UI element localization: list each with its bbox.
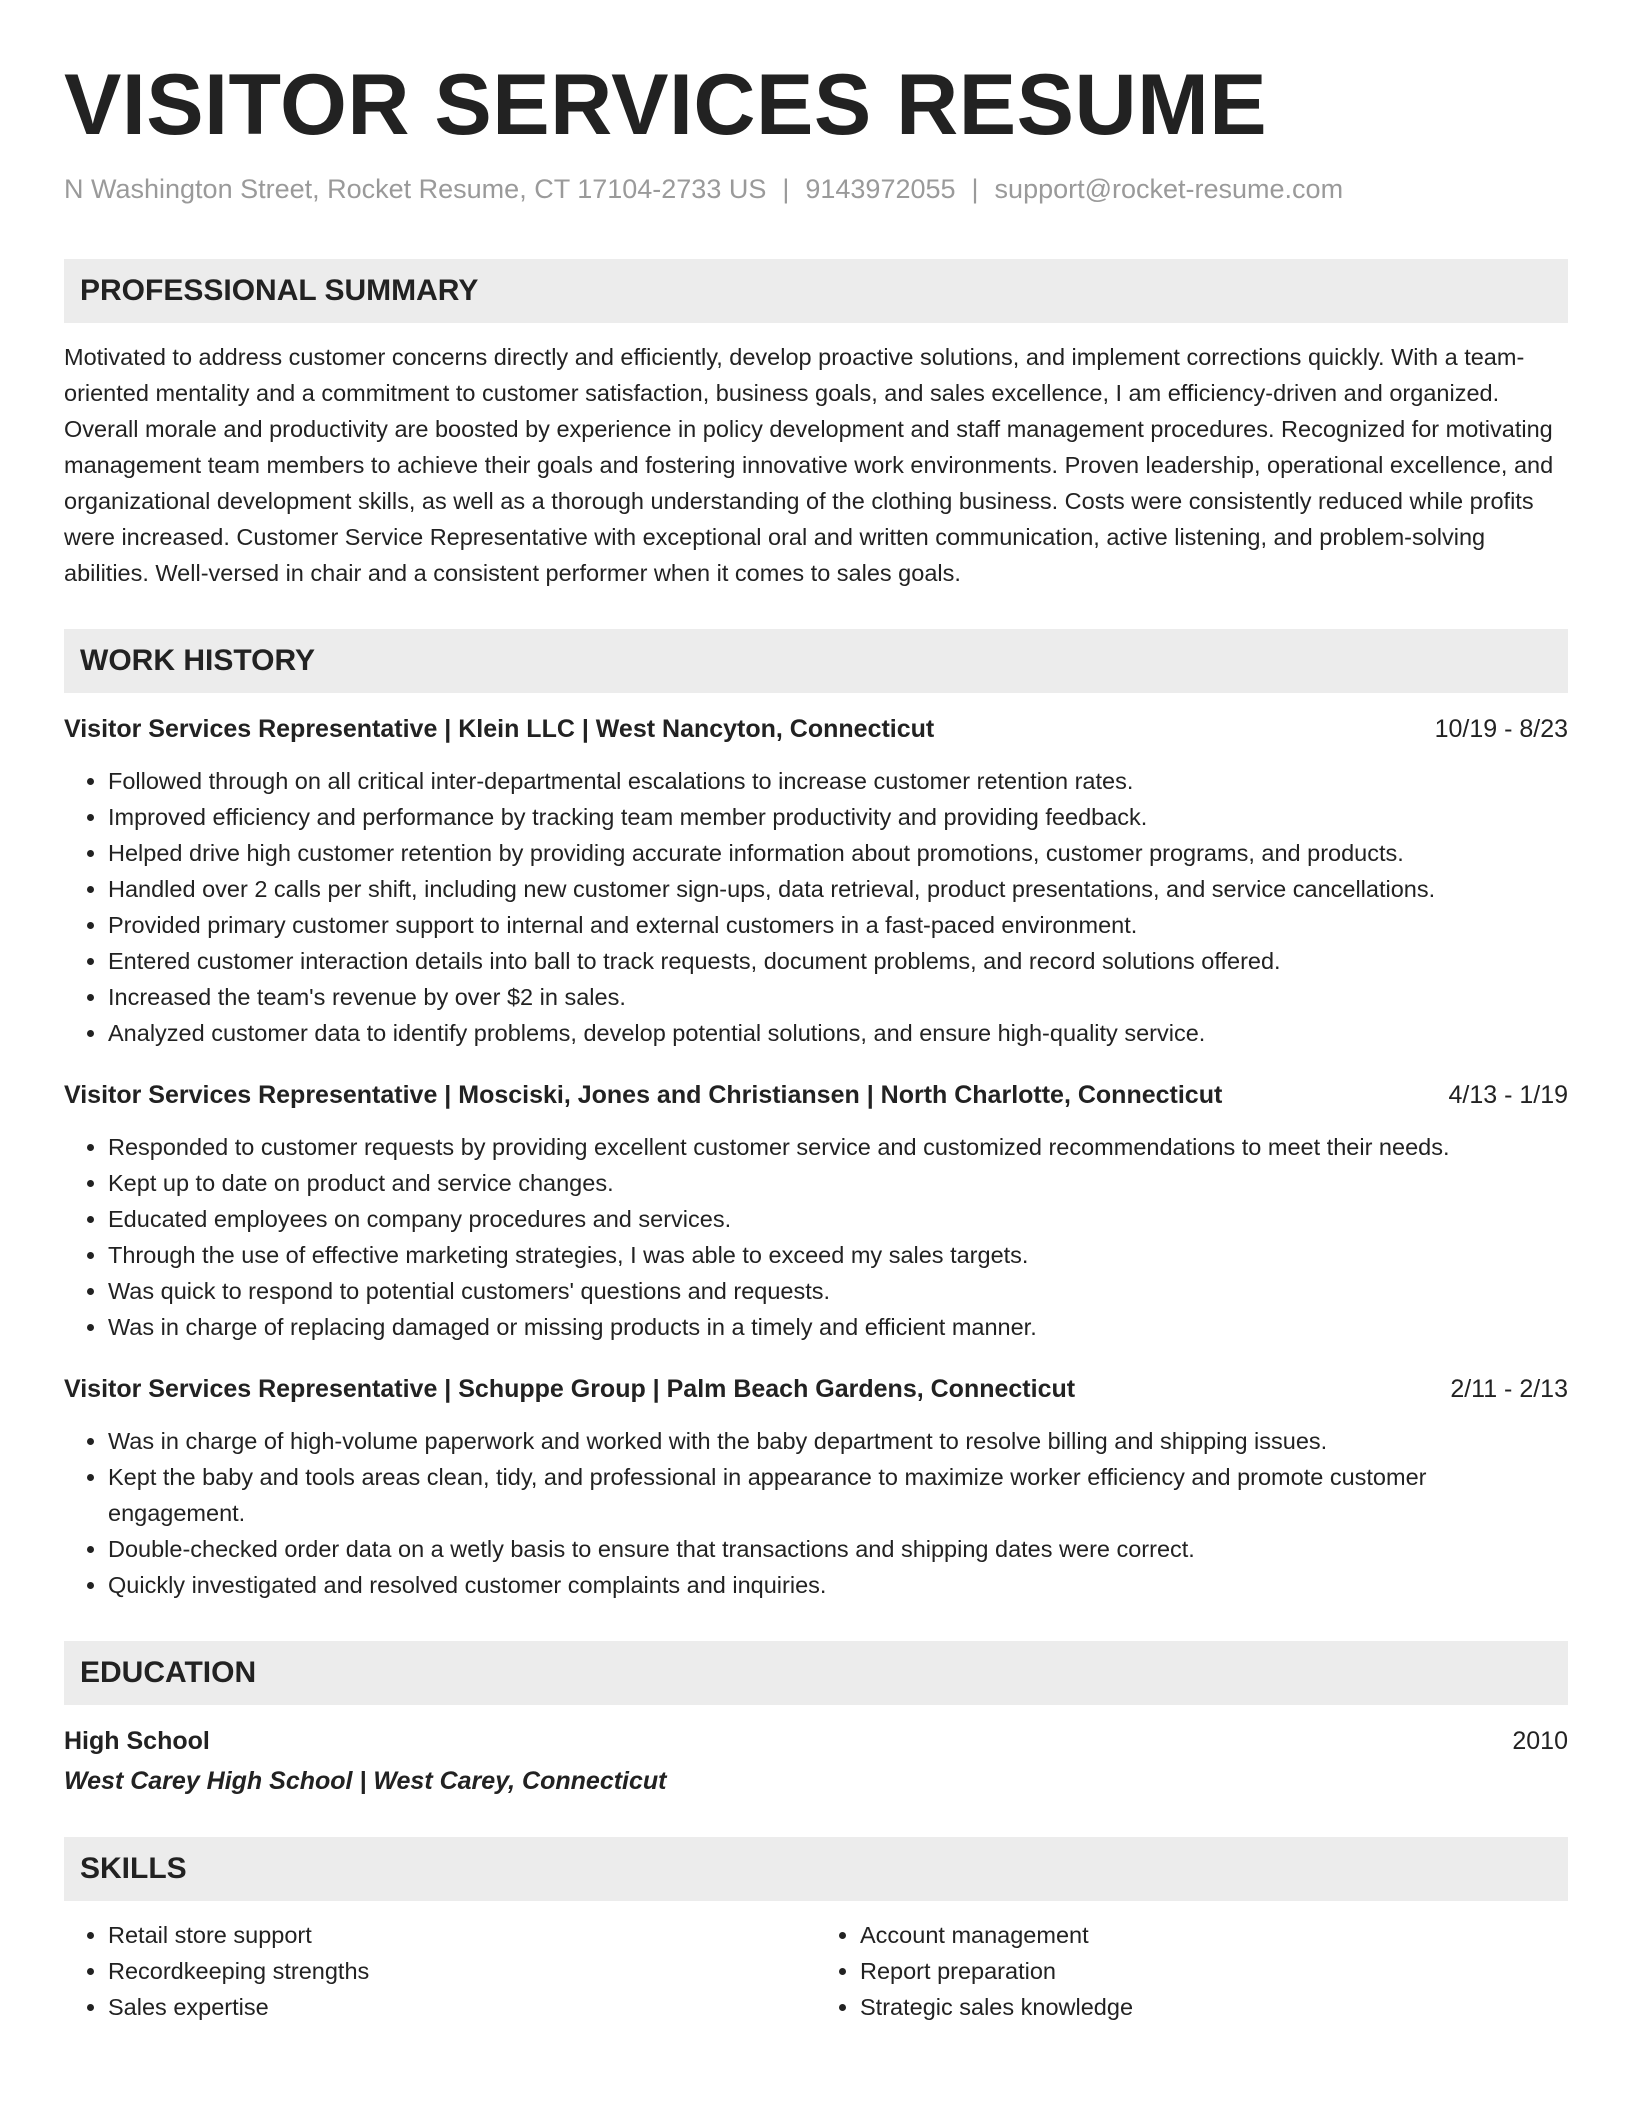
- section-heading-education: EDUCATION: [64, 1641, 1568, 1705]
- contact-separator: |: [971, 174, 979, 204]
- job-bullets: [64, 1423, 1568, 1603]
- section-heading-summary: PROFESSIONAL SUMMARY: [64, 259, 1568, 323]
- skill-item: • Sales expertise: [108, 1989, 816, 2025]
- job-bullets: [64, 1129, 1568, 1345]
- job-bullet: • Was quick to respond to potential customers' questions and requests.: [108, 1273, 1568, 1309]
- job-title: Visitor Services Representative | Schuppe Group | Palm Beach Gardens, Connecticut: [64, 1375, 1076, 1403]
- job-bullet: • Was in charge of replacing damaged or missing products in a timely and efficient manner.: [108, 1309, 1568, 1345]
- job-bullet: • Handled over 2 calls per shift, including new customer sign-ups, data retrieval, product presentations, and service cancellations.: [108, 871, 1568, 907]
- education-school: West Carey High School | West Carey, Connecticut: [64, 1767, 667, 1795]
- contact-email: support@rocket-resume.com: [994, 174, 1344, 204]
- job-bullet: • Kept up to date on product and service changes.: [108, 1165, 1568, 1201]
- job-bullets: [64, 763, 1568, 1051]
- skill-item: • Retail store support: [108, 1917, 816, 1953]
- skill-item: • Recordkeeping strengths: [108, 1953, 816, 1989]
- education-header: [64, 1723, 1568, 1759]
- job-entry: [64, 1371, 1568, 1603]
- education-degree: High School: [64, 1727, 210, 1755]
- job-bullet: • Improved efficiency and performance by tracking team member productivity and providing feedback.: [108, 799, 1568, 835]
- job-bullet: • Increased the team's revenue by over $2 in sales.: [108, 979, 1568, 1015]
- job-bullet: • Was in charge of high-volume paperwork and worked with the baby department to resolve billing and shipping issues.: [108, 1423, 1568, 1459]
- section-heading-skills: SKILLS: [64, 1837, 1568, 1901]
- job-bullet: • Followed through on all critical inter-departmental escalations to increase customer retention rates.: [108, 763, 1568, 799]
- job-bullet: • Kept the baby and tools areas clean, tidy, and professional in appearance to maximize worker efficiency and promote customer engagement.: [108, 1459, 1568, 1531]
- job-bullet: • Responded to customer requests by providing excellent customer service and customized recommendations to meet their needs.: [108, 1129, 1568, 1165]
- job-bullet: • Entered customer interaction details into ball to track requests, document problems, and record solutions offered.: [108, 943, 1568, 979]
- job-bullet: • Through the use of effective marketing strategies, I was able to exceed my sales targets.: [108, 1237, 1568, 1273]
- education-entry: [64, 1723, 1568, 1799]
- job-bullet: • Provided primary customer support to internal and external customers in a fast-paced environment.: [108, 907, 1568, 943]
- skill-item: • Strategic sales knowledge: [860, 1989, 1568, 2025]
- contact-address: N Washington Street, Rocket Resume, CT 17104-2733 US: [64, 174, 767, 204]
- contact-separator: |: [782, 174, 790, 204]
- skill-item: • Report preparation: [860, 1953, 1568, 1989]
- education-year: 2010: [1512, 1727, 1568, 1755]
- job-bullet: • Double-checked order data on a wetly basis to ensure that transactions and shipping dates were correct.: [108, 1531, 1568, 1567]
- job-bullet: • Quickly investigated and resolved customer complaints and inquiries.: [108, 1567, 1568, 1603]
- skills-column-right: [816, 1917, 1568, 2025]
- job-bullet: • Analyzed customer data to identify problems, develop potential solutions, and ensure high-quality service.: [108, 1015, 1568, 1051]
- resume-name: VISITOR SERVICES RESUME: [64, 57, 1268, 153]
- job-bullet: • Educated employees on company procedures and services.: [108, 1201, 1568, 1237]
- job-title: Visitor Services Representative | Mosciski, Jones and Christiansen | North Charlotte, Connecticut: [64, 1081, 1223, 1109]
- job-header: [64, 1371, 1568, 1407]
- job-title: Visitor Services Representative | Klein LLC | West Nancyton, Connecticut: [64, 715, 935, 743]
- job-dates: 10/19 - 8/23: [1434, 715, 1568, 743]
- skill-item: • Account management: [860, 1917, 1568, 1953]
- job-header: [64, 1077, 1568, 1113]
- job-dates: 4/13 - 1/19: [1448, 1081, 1568, 1109]
- skills-column-left: [64, 1917, 816, 2025]
- job-entry: [64, 711, 1568, 1051]
- job-entry: [64, 1077, 1568, 1345]
- section-heading-work: WORK HISTORY: [64, 629, 1568, 693]
- job-dates: 2/11 - 2/13: [1450, 1375, 1568, 1403]
- contact-phone: 9143972055: [805, 174, 956, 204]
- job-bullet: • Helped drive high customer retention by providing accurate information about promotions, customer programs, and products.: [108, 835, 1568, 871]
- contact-line: [64, 171, 1568, 207]
- summary-text: Motivated to address customer concerns directly and efficiently, develop proactive solutions, and implement corrections quickly. With a team-oriented mentality and a commitment to customer satisfaction, business goals, and sales excellence, I am efficiency-driven and organized. Overall morale and productivity are boosted by experience in policy development and staff management procedures. Recognized for motivating management team members to achieve their goals and fostering innovative work environments. Proven leadership, operational excellence, and organizational development skills, as well as a thorough understanding of the clothing business. Costs were consistently reduced while profits were increased. Customer Service Representative with exceptional oral and written communication, active listening, and problem-solving abilities. Well-versed in chair and a consistent performer when it comes to sales goals.: [64, 344, 1554, 586]
- job-header: [64, 711, 1568, 747]
- skills-list: [64, 1917, 1568, 2025]
